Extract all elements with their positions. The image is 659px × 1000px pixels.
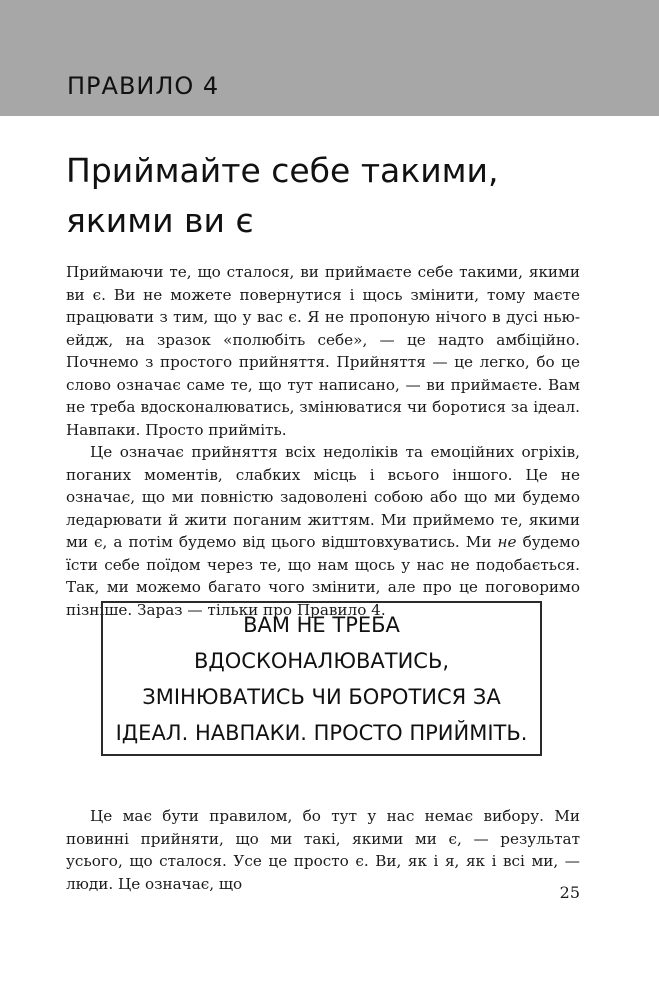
body-text-bottom <box>66 805 580 895</box>
chapter-title-line-1: Приймайте себе такими, <box>66 151 499 190</box>
paragraph-2 <box>66 441 580 621</box>
paragraph-2-emphasis: не <box>497 533 517 551</box>
chapter-header-band <box>0 0 659 116</box>
chapter-title-line-2: якими ви є <box>66 201 254 240</box>
chapter-title <box>66 146 606 246</box>
body-text-top <box>66 261 580 621</box>
paragraph-1: Приймаючи те, що сталося, ви приймаєте себе такими, якими ви є. Ви не можете повернутися і щось змінити, тому маєте працювати з тим, що у вас є. Я не пропоную нічого в дусі нью-ейдж, на зразок «полюбіть себе», — це надто амбіційно. Почнемо з простого прийняття. Прийняття — це легко, бо це слово означає саме те, що тут написано, — ви приймаєте. Вам не треба вдосконалюватись, змінюватися чи боротися за ідеал. Навпаки. Просто прийміть. <box>66 263 580 439</box>
rule-label: ПРАВИЛО 4 <box>67 72 220 100</box>
paragraph-3: Це має бути правилом, бо тут у нас немає вибору. Ми повинні прийняти, що ми такі, якими ми є, — результат усього, що сталося. Усе це просто є. Ви, як і я, як і всі ми, — люди. Це означає, що <box>66 807 580 893</box>
page-number: 25 <box>559 883 580 902</box>
pull-quote-line-3: ІДЕАЛ. НАВПАКИ. ПРОСТО ПРИЙМІТЬ. <box>115 720 528 745</box>
pull-quote-line-2: ЗМІНЮВАТИСЬ ЧИ БОРОТИСЯ ЗА <box>142 684 501 709</box>
pull-quote-line-1: ВАМ НЕ ТРЕБА ВДОСКОНАЛЮВАТИСЬ, <box>193 612 450 673</box>
paragraph-2-end: будемо їсти себе поїдом через те, що нам щось у нас не подобається. Так, ми можемо багато чого змінити, але про це поговоримо пізніше. Зараз — тільки про Правило 4. <box>66 533 580 619</box>
paragraph-2-start: Це означає прийняття всіх недоліків та емоційних огріхів, поганих моментів, слабких місць і всього іншого. Це не означає, що ми повністю задоволені собою або що ми будемо ледарювати й жити поганим життям. Ми приймемо те, якими ми є, а потім будемо від цього відштовхуватись. Ми <box>66 443 580 551</box>
pull-quote-text <box>103 607 540 751</box>
pull-quote-box <box>101 601 542 756</box>
